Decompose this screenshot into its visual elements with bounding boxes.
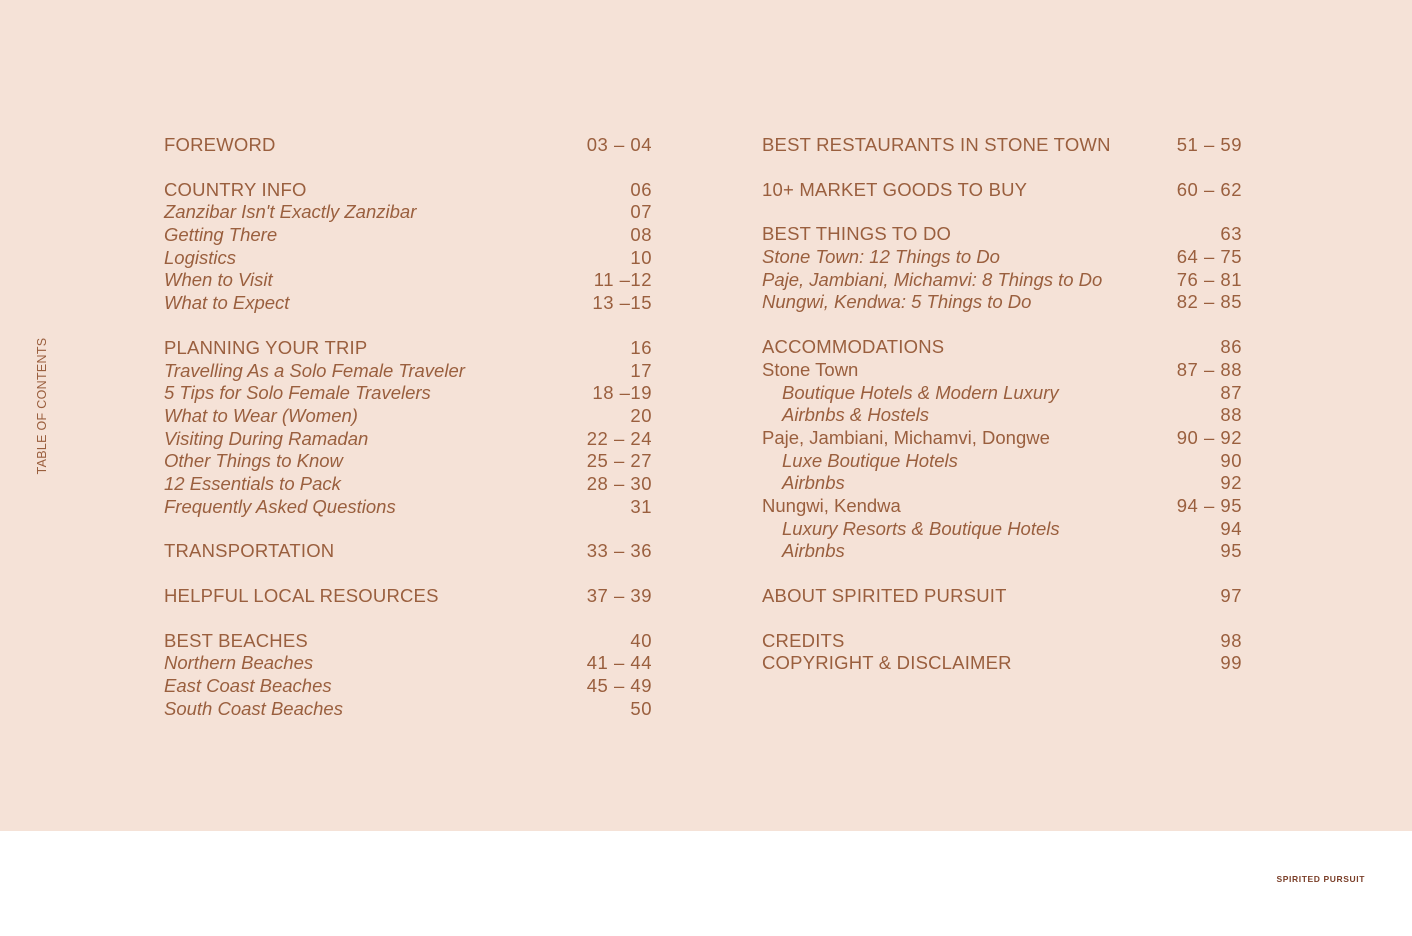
- toc-entry-title: Other Things to Know: [164, 450, 343, 472]
- toc-entry-title: CREDITS: [762, 629, 845, 651]
- toc-entry[interactable]: [762, 630, 1242, 653]
- toc-entry-pages: 92: [1220, 472, 1242, 494]
- toc-entry[interactable]: [164, 405, 652, 428]
- toc-entry-title: Getting There: [164, 224, 278, 246]
- toc-entry-title: Airbnbs: [782, 540, 845, 562]
- toc-section: [164, 585, 652, 608]
- toc-entry-pages: 33 – 36: [586, 540, 652, 562]
- toc-entry-title: BEST RESTAURANTS IN STONE TOWN: [762, 134, 1111, 155]
- toc-entry[interactable]: [762, 518, 1242, 541]
- toc-entry-title: TRANSPORTATION: [164, 540, 335, 562]
- toc-section: [164, 540, 652, 563]
- toc-entry-title: 12 Essentials to Pack: [164, 472, 341, 494]
- toc-entry[interactable]: [762, 404, 1242, 427]
- toc-entry-pages: 45 – 49: [586, 675, 652, 697]
- toc-entry[interactable]: [164, 134, 652, 157]
- toc-entry[interactable]: [762, 495, 1242, 518]
- toc-entry-title: ABOUT SPIRITED PURSUIT: [762, 585, 1007, 606]
- toc-section: [762, 223, 1242, 314]
- toc-entry[interactable]: [164, 698, 652, 721]
- toc-entry-title: 5 Tips for Solo Female Travelers: [164, 382, 431, 404]
- toc-section: [762, 336, 1242, 563]
- toc-entry-title: Paje, Jambiani, Michamvi, Dongwe: [762, 426, 1050, 448]
- toc-entry-title: ACCOMMODATIONS: [762, 336, 945, 358]
- toc-entry-pages: 16: [630, 336, 652, 358]
- toc-entry-pages: 86: [1220, 336, 1242, 358]
- toc-entry-title: When to Visit: [164, 269, 273, 291]
- toc-entry-pages: 37 – 39: [586, 585, 652, 606]
- toc-entry-pages: 03 – 04: [586, 134, 652, 155]
- toc-entry-pages: 99: [1220, 652, 1242, 674]
- toc-entry-pages: 40: [630, 629, 652, 651]
- toc-entry-title: FOREWORD: [164, 134, 276, 155]
- toc-entry-pages: 87 – 88: [1176, 358, 1242, 380]
- toc-entry-pages: 76 – 81: [1176, 268, 1242, 290]
- toc-entry[interactable]: [762, 652, 1242, 675]
- toc-entry-title: Nungwi, Kendwa: [762, 494, 901, 516]
- toc-entry[interactable]: [164, 247, 652, 270]
- toc-entry[interactable]: [164, 179, 652, 202]
- toc-entry[interactable]: [164, 382, 652, 405]
- toc-entry-title: PLANNING YOUR TRIP: [164, 336, 368, 358]
- toc-entry-title: Paje, Jambiani, Michamvi: 8 Things to Do: [762, 268, 1103, 290]
- toc-entry-pages: 95: [1220, 540, 1242, 562]
- toc-entry-pages: 64 – 75: [1176, 246, 1242, 268]
- toc-entry[interactable]: [762, 359, 1242, 382]
- toc-entry-pages: 82 – 85: [1176, 291, 1242, 313]
- toc-entry-pages: 31: [630, 495, 652, 517]
- toc-entry-pages: 94 – 95: [1176, 494, 1242, 516]
- toc-entry[interactable]: [762, 382, 1242, 405]
- toc-entry[interactable]: [164, 224, 652, 247]
- toc-entry-pages: 97: [1220, 585, 1242, 606]
- toc-entry-title: 10+ MARKET GOODS TO BUY: [762, 178, 1028, 200]
- toc-entry[interactable]: [762, 427, 1242, 450]
- toc-entry[interactable]: [164, 269, 652, 292]
- toc-entry[interactable]: [164, 540, 652, 563]
- toc-entry-title: What to Expect: [164, 292, 290, 314]
- toc-entry[interactable]: [762, 179, 1242, 202]
- toc-entry[interactable]: [762, 585, 1242, 608]
- toc-entry-pages: 11 –12: [593, 269, 652, 291]
- toc-entry[interactable]: [762, 246, 1242, 269]
- toc-entry-title: East Coast Beaches: [164, 675, 332, 697]
- toc-entry-pages: 08: [630, 224, 652, 246]
- toc-entry-pages: 50: [630, 697, 652, 719]
- toc-section: [762, 179, 1242, 202]
- toc-entry-pages: 10: [630, 246, 652, 268]
- toc-entry[interactable]: [164, 450, 652, 473]
- toc-entry-pages: 98: [1220, 629, 1242, 651]
- toc-section: [762, 134, 1242, 157]
- toc-entry[interactable]: [164, 201, 652, 224]
- toc-entry-pages: 51 – 59: [1176, 134, 1242, 155]
- toc-entry[interactable]: [164, 585, 652, 608]
- toc-entry[interactable]: [762, 134, 1242, 157]
- toc-section: [164, 134, 652, 157]
- toc-entry-pages: 88: [1220, 404, 1242, 426]
- toc-entry[interactable]: [164, 652, 652, 675]
- toc-entry[interactable]: [164, 337, 652, 360]
- toc-left-column: [164, 134, 652, 742]
- toc-section: [762, 630, 1242, 675]
- toc-entry-pages: 18 –19: [592, 382, 652, 404]
- toc-entry-title: Visiting During Ramadan: [164, 427, 369, 449]
- toc-section: [164, 179, 652, 315]
- toc-entry-pages: 60 – 62: [1176, 178, 1242, 200]
- toc-entry-pages: 90 – 92: [1176, 426, 1242, 448]
- toc-entry-pages: 07: [630, 201, 652, 223]
- toc-entry-title: Stone Town: 12 Things to Do: [762, 246, 1000, 268]
- toc-entry-pages: 63: [1220, 223, 1242, 245]
- toc-entry-title: Logistics: [164, 246, 236, 268]
- toc-entry-title: Northern Beaches: [164, 652, 314, 674]
- toc-entry-title: Luxury Resorts & Boutique Hotels: [782, 517, 1060, 539]
- toc-entry-title: What to Wear (Women): [164, 404, 358, 426]
- toc-entry-title: HELPFUL LOCAL RESOURCES: [164, 585, 439, 606]
- toc-entry[interactable]: [762, 540, 1242, 563]
- toc-entry-title: Luxe Boutique Hotels: [782, 449, 958, 471]
- toc-entry[interactable]: [164, 473, 652, 496]
- toc-entry-title: COUNTRY INFO: [164, 178, 307, 200]
- toc-entry-pages: 13 –15: [592, 292, 652, 314]
- toc-entry[interactable]: [762, 223, 1242, 246]
- toc-entry[interactable]: [164, 360, 652, 383]
- side-label: TABLE OF CONTENTS: [35, 337, 49, 475]
- toc-entry[interactable]: [762, 450, 1242, 473]
- toc-entry-pages: 94: [1220, 517, 1242, 539]
- toc-entry-title: Travelling As a Solo Female Traveler: [164, 359, 465, 381]
- toc-entry-title: South Coast Beaches: [164, 697, 343, 719]
- toc-entry[interactable]: [164, 496, 652, 519]
- toc-entry-title: Frequently Asked Questions: [164, 495, 396, 517]
- toc-entry-title: BEST THINGS TO DO: [762, 223, 952, 245]
- toc-entry[interactable]: [164, 292, 652, 315]
- toc-entry-pages: 25 – 27: [586, 450, 652, 472]
- toc-entry-pages: 90: [1220, 449, 1242, 471]
- toc-entry-pages: 22 – 24: [586, 427, 652, 449]
- toc-section: [164, 337, 652, 519]
- toc-section: [762, 585, 1242, 608]
- toc-right-column: [762, 134, 1242, 697]
- toc-entry[interactable]: [762, 472, 1242, 495]
- toc-entry-title: Boutique Hotels & Modern Luxury: [782, 381, 1059, 403]
- toc-entry-pages: 87: [1220, 381, 1242, 403]
- toc-entry-title: BEST BEACHES: [164, 629, 308, 651]
- toc-entry-title: Airbnbs & Hostels: [782, 404, 930, 426]
- toc-entry-title: Airbnbs: [782, 472, 845, 494]
- toc-section: [164, 630, 652, 721]
- toc-entry[interactable]: [164, 630, 652, 653]
- toc-entry-title: Stone Town: [762, 358, 859, 380]
- toc-entry-pages: 20: [630, 404, 652, 426]
- toc-entry-pages: 28 – 30: [586, 472, 652, 494]
- toc-entry-title: COPYRIGHT & DISCLAIMER: [762, 652, 1012, 674]
- footer-brand: SPIRITED PURSUIT: [1276, 874, 1365, 884]
- toc-entry[interactable]: [762, 269, 1242, 292]
- toc-entry[interactable]: [762, 291, 1242, 314]
- toc-entry-pages: 17: [630, 359, 652, 381]
- toc-entry[interactable]: [164, 675, 652, 698]
- toc-entry-title: Zanzibar Isn't Exactly Zanzibar: [164, 201, 417, 223]
- toc-entry-pages: 06: [630, 178, 652, 200]
- toc-entry[interactable]: [762, 336, 1242, 359]
- toc-entry[interactable]: [164, 428, 652, 451]
- toc-entry-title: Nungwi, Kendwa: 5 Things to Do: [762, 291, 1032, 313]
- toc-entry-pages: 41 – 44: [586, 652, 652, 674]
